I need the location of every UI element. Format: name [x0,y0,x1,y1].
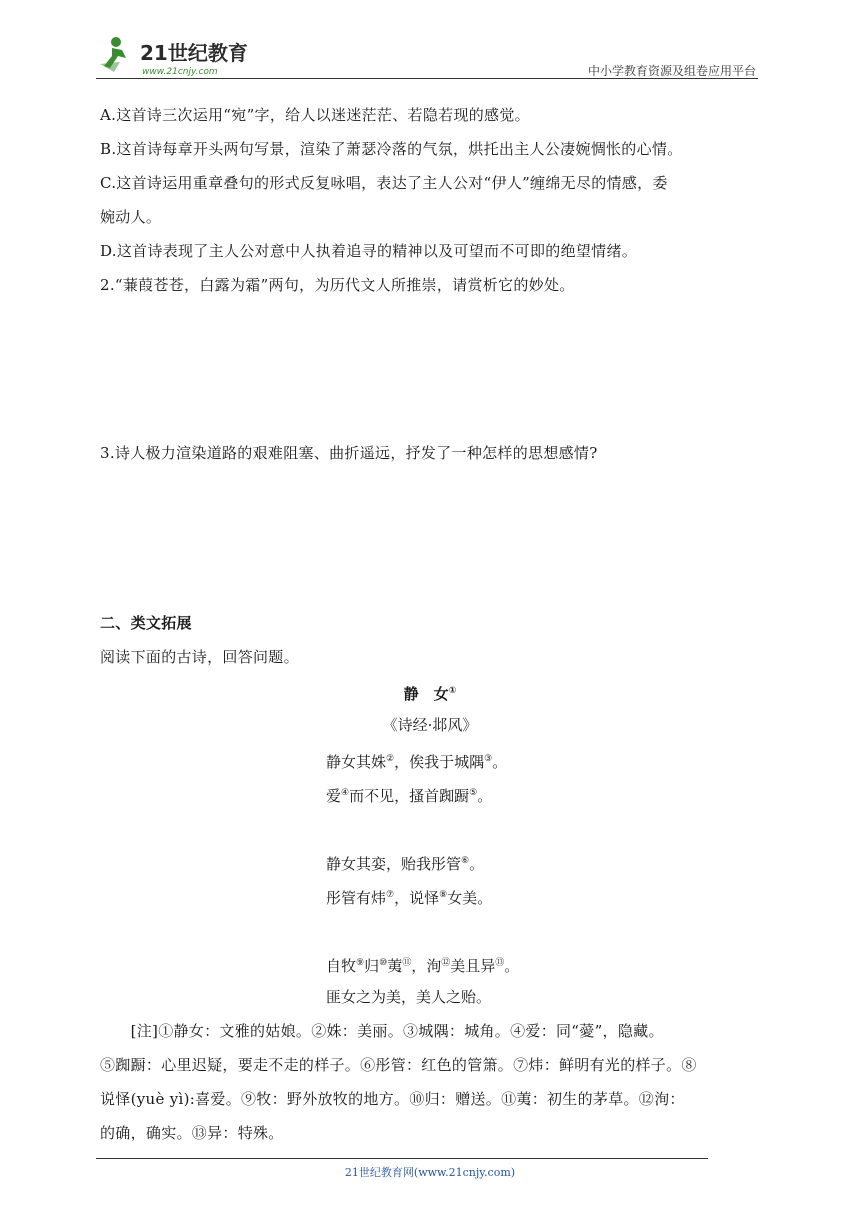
poem-title [0,680,860,705]
section-intro: 阅读下面的古诗，回答问题。 [100,648,299,666]
option-d: D.这首诗表现了主人公对意中人执着追寻的精神以及可望而不可即的绝望情绪。 [100,242,638,260]
question-3: 3.诗人极力渲染道路的艰难阻塞、曲折遥远，抒发了一种怎样的思想感情? [100,444,598,462]
platform-tagline: 中小学教育资源及组卷应用平台 [587,64,756,78]
poem-line-3: 静女其娈，贻我彤管⑥。 [326,855,485,873]
header-divider [96,78,758,79]
logo-text: 21世纪教育 [140,41,248,65]
option-a: A.这首诗三次运用“宛”字，给人以迷迷茫茫、若隐若现的感觉。 [100,106,530,124]
poem-line-6: 匪女之为美，美人之贻。 [326,988,492,1006]
poem-title-note: ① [448,686,457,696]
footer-divider [96,1158,708,1159]
question-2: 2.“蒹葭苍苍，白露为霜”两句，为历代文人所推崇，请赏析它的妙处。 [100,276,575,294]
footer-link[interactable]: 21世纪教育网(www.21cnjy.com) [344,1166,516,1179]
notes-line-4: 的确，确实。⑬异：特殊。 [100,1124,284,1142]
site-logo [96,34,256,80]
poem-title-text: 静 女 [403,685,449,703]
poem-line-5: 自牧⑨归⑩荑⑪，洵⑫美且异⑬。 [326,957,520,975]
poem-line-1: 静女其姝②，俟我于城隅③。 [326,753,508,771]
option-c-line2: 婉动人。 [100,208,162,226]
runner-logo-icon [96,34,256,80]
notes-line-2: ⑤踟蹰：心里迟疑，要走不走的样子。⑥彤管：红色的管箫。⑦炜：鲜明有光的样子。⑧ [100,1056,697,1074]
notes-line-1: [注]①静女：文雅的姑娘。②姝：美丽。③城隅：城角。④爱：同“薆”，隐藏。 [100,1022,664,1040]
logo-url: www.21cnjy.com [142,67,218,77]
option-c-line1: C.这首诗运用重章叠句的形式反复咏唱，表达了主人公对“伊人”缠绵无尽的情感，委 [100,174,668,192]
option-b: B.这首诗每章开头两句写景，渲染了萧瑟冷落的气氛，烘托出主人公凄婉惆怅的心情。 [100,140,683,158]
section-title: 二、类文拓展 [100,614,192,632]
poem-line-4: 彤管有炜⑦，说怿⑧女美。 [326,889,493,907]
poem-source: 《诗经·邶风》 [382,716,478,734]
notes-line-3: 说怿(yuè yì):喜爱。⑨牧：野外放牧的地方。⑩归：赠送。⑪荑：初生的茅草。⑫洵： [100,1090,685,1108]
poem-line-2: 爱④而不见，搔首踟蹰⑤。 [326,787,493,805]
